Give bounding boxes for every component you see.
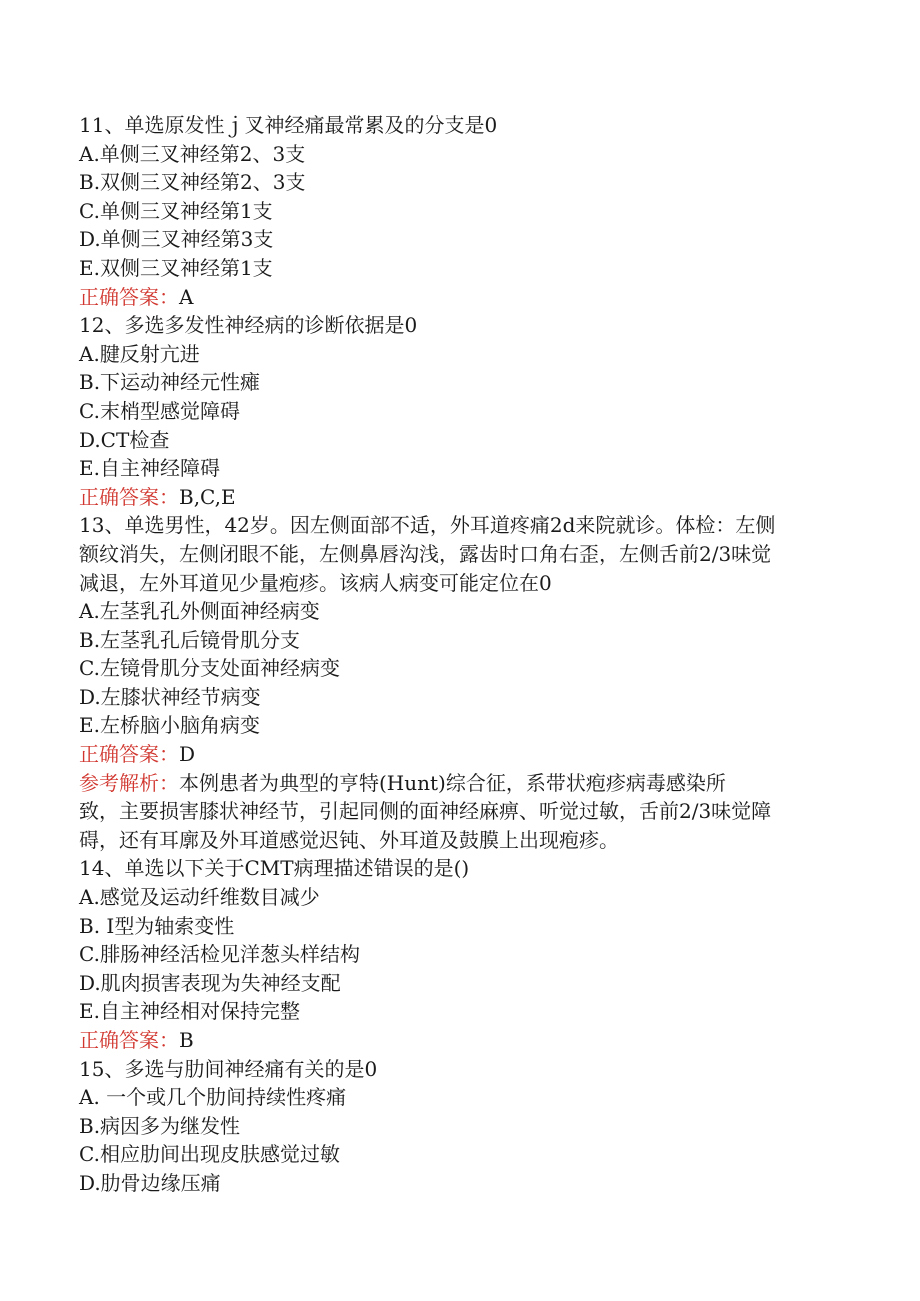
question-13-stem-line-3: 减退，左外耳道见少量疱疹。该病人病变可能定位在0 [79,570,552,595]
question-12-option-b: B.下运动神经元性瘫 [79,370,261,395]
question-13-option-d: D.左膝状神经节病变 [79,684,261,709]
question-11-option-c: C.单侧三叉神经第1支 [79,198,273,223]
answer-label: 正确答案： [79,742,179,767]
question-12-stem: 12、多选多发性神经病的诊断依据是0 [79,313,418,338]
answer-value: B,C,E [179,484,236,509]
question-11-answer [79,283,859,312]
question-14-option-b: B. Ⅰ型为轴索变性 [79,913,235,938]
question-12-option-c: C.末梢型感觉障碍 [79,398,240,423]
answer-label: 正确答案： [79,1028,179,1052]
question-14-option-d: D.肌肉损害表现为失神经支配 [79,970,341,995]
question-15-stem: 15、多选与肋间神经痛有关的是0 [79,1056,378,1081]
question-12-answer [79,483,859,512]
question-13-analysis-line-2: 致，主要损害膝状神经节，引起同侧的面神经麻痹、听觉过敏，舌前2/3味觉障 [79,799,772,824]
question-13-stem-line-1: 13、单选男性，42岁。因左侧面部不适，外耳道疼痛2d来院就诊。体检：左侧 [79,513,776,538]
question-13-answer [79,740,859,769]
question-13-analysis-line-3: 碍，还有耳廓及外耳道感觉迟钝、外耳道及鼓膜上出现疱疹。 [79,827,619,852]
document-page [79,111,859,1198]
question-14-option-e: E.自主神经相对保持完整 [79,999,300,1024]
question-14-option-a: A.感觉及运动纤维数目减少 [79,885,320,910]
question-14-option-c: C.腓肠神经活检见洋葱头样结构 [79,942,360,967]
question-11-option-a: A.单侧三叉神经第2、3支 [79,141,306,166]
question-15-option-b: B.病因多为继发性 [79,1113,241,1138]
analysis-label: 参考解析： [79,770,179,795]
question-15-option-a: A. 一个或几个肋间持续性疼痛 [79,1085,347,1110]
answer-label: 正确答案： [79,284,179,309]
question-15-option-d: D.肋骨边缘压痛 [79,1170,221,1195]
answer-value: A [179,284,194,309]
analysis-text: 本例患者为典型的亨特(Hunt)综合征，系带状疱疹病毒感染所 [179,770,726,795]
question-12-option-e: E.自主神经障碍 [79,456,220,481]
question-13-stem-line-2: 额纹消失，左侧闭眼不能，左侧鼻唇沟浅，露齿时口角右歪，左侧舌前2/3味觉 [79,541,772,566]
question-13-option-c: C.左镜骨肌分支处面神经病变 [79,656,340,681]
question-14-stem: 14、单选以下关于CMT病理描述错误的是() [79,856,470,881]
question-13-option-e: E.左桥脑小脑角病变 [79,713,260,738]
question-13-analysis-line-1 [79,769,859,798]
answer-value: B [179,1028,194,1052]
question-11-option-e: E.双侧三叉神经第1支 [79,255,273,280]
question-11-stem: 11、单选原发性ｊ叉神经痛最常累及的分支是0 [79,113,498,137]
question-12-option-a: A.腱反射亢进 [79,341,200,366]
answer-value: D [179,742,196,767]
question-13-option-a: A.左茎乳孔外侧面神经病变 [79,599,320,624]
question-15-option-c: C.相应肋间出现皮肤感觉过敏 [79,1142,340,1167]
question-13-option-b: B.左茎乳孔后镜骨肌分支 [79,627,301,652]
question-11-option-d: D.单侧三叉神经第3支 [79,227,274,252]
question-11-option-b: B.双侧三叉神经第2、3支 [79,170,306,195]
answer-label: 正确答案： [79,484,179,509]
question-14-answer [79,1026,859,1055]
question-12-option-d: D.CT检查 [79,427,170,452]
